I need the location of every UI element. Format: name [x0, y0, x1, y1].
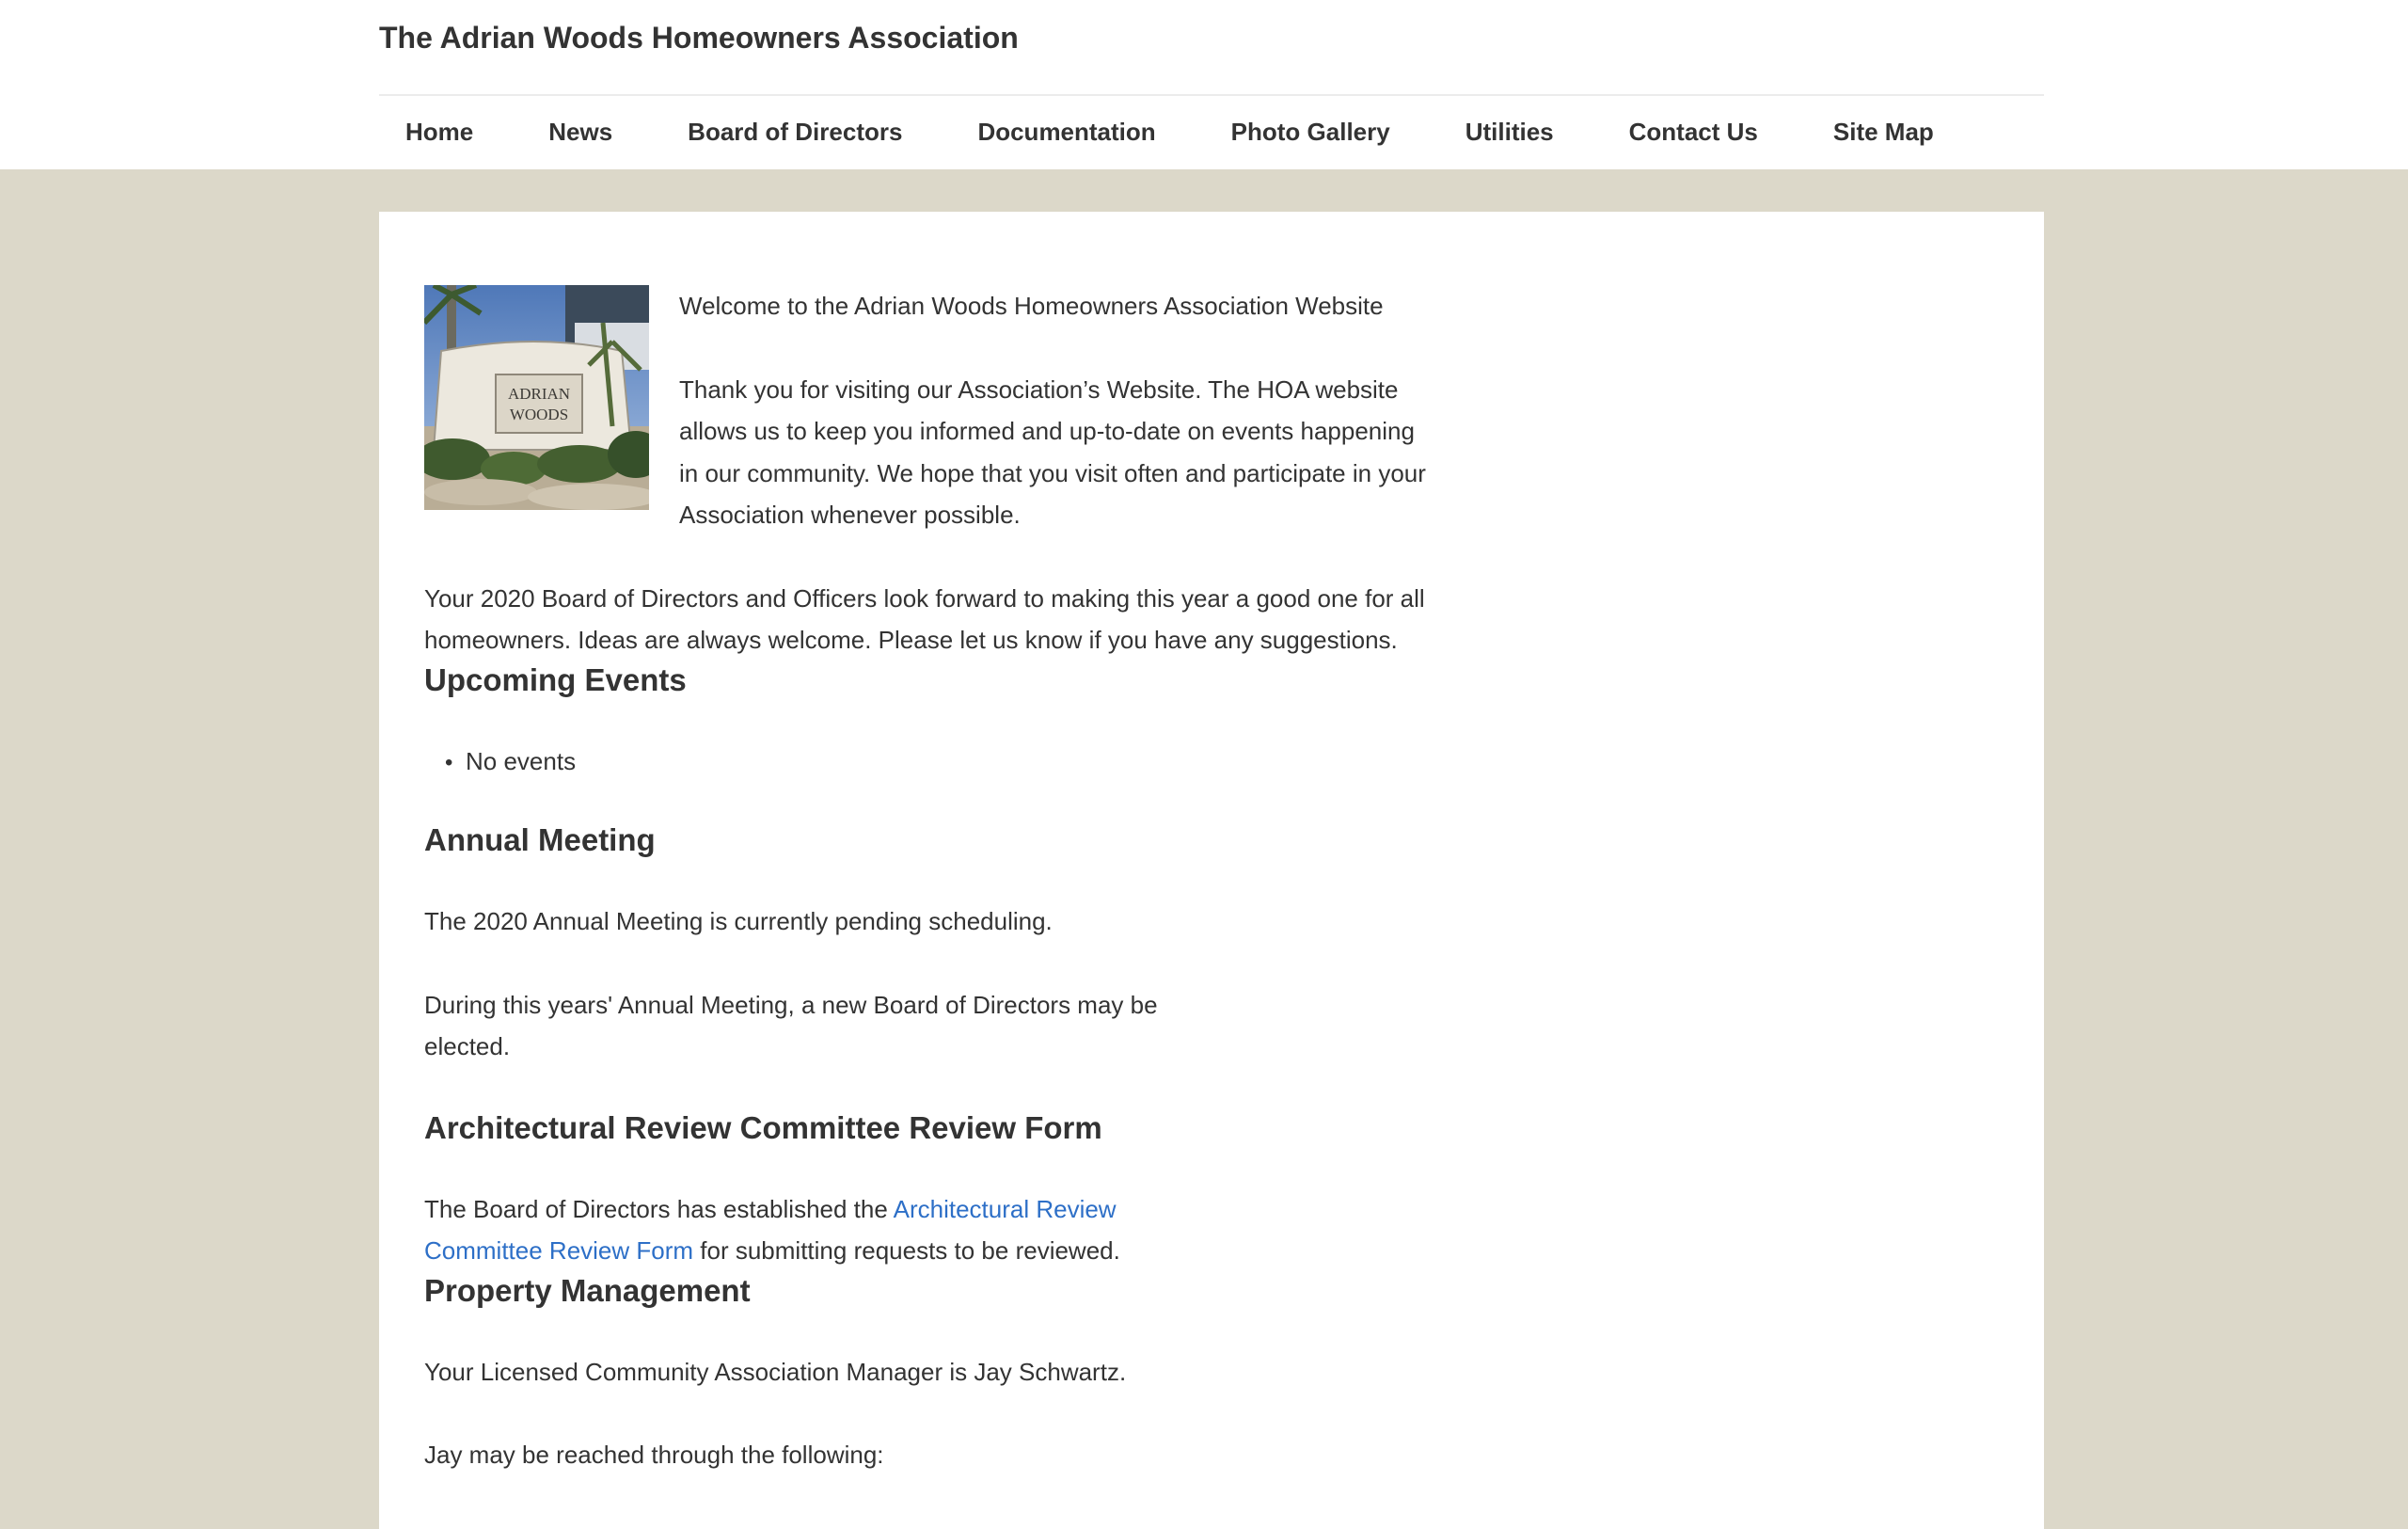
site-header — [0, 0, 2408, 169]
annual-meeting-status: The 2020 Annual Meeting is currently pending scheduling. — [424, 907, 1053, 935]
annual-meeting-heading: Annual Meeting — [424, 822, 656, 857]
upcoming-events-heading: Upcoming Events — [424, 661, 687, 697]
nav-item-news[interactable]: News — [548, 118, 613, 146]
arc-form-text — [424, 1188, 1167, 1272]
nav-item-contact-us[interactable]: Contact Us — [1628, 118, 1758, 146]
events-list — [424, 741, 1440, 785]
nav-item-home[interactable]: Home — [405, 118, 474, 146]
arc-form-text-before: The Board of Directors has established the — [424, 1194, 894, 1223]
entrance-sign-image — [424, 285, 649, 510]
event-text: No events — [466, 746, 577, 775]
annual-meeting-note: During this years' Annual Meeting, a new Board of Directors may be elected. — [424, 990, 1158, 1060]
nav-item-photo-gallery[interactable]: Photo Gallery — [1230, 118, 1390, 146]
arc-form-link[interactable]: Architectural Review Committee Review Form — [424, 1194, 1117, 1265]
board-note-text: Your 2020 Board of Directors and Officers look forward to making this year a good one for all homeowners. Ideas are always welcome. Please let us know if you have any suggestions. — [424, 583, 1425, 654]
nav-item-utilities[interactable]: Utilities — [1465, 118, 1554, 146]
content-panel — [379, 212, 2044, 1529]
intro-section — [424, 285, 1440, 578]
sign-text-line1: ADRIAN — [507, 385, 571, 403]
arc-form-heading: Architectural Review Committee Review Form — [424, 1109, 1102, 1145]
thanks-text: Thank you for visiting our Association’s Website. The HOA website allows us to keep you informed and up-to-date on events happening in our community. We hope that you visit often and participate in your Association whenever possible. — [679, 374, 1426, 529]
welcome-text: Welcome to the Adrian Woods Homeowners Association Website — [679, 292, 1384, 320]
sign-text-line2: WOODS — [509, 406, 569, 423]
main-column — [424, 285, 1440, 1518]
site-title[interactable]: The Adrian Woods Homeowners Association — [379, 21, 1019, 55]
main-nav — [379, 96, 2044, 167]
property-management-heading: Property Management — [424, 1272, 751, 1308]
arc-form-text-after: for submitting requests to be reviewed. — [693, 1236, 1120, 1265]
manager-contact-intro: Jay may be reached through the following: — [424, 1441, 884, 1469]
manager-text: Your Licensed Community Association Manager is Jay Schwartz. — [424, 1357, 1127, 1386]
nav-item-board-of-directors[interactable]: Board of Directors — [688, 118, 903, 146]
list-item — [445, 741, 1440, 785]
nav-item-site-map[interactable]: Site Map — [1832, 118, 1934, 146]
nav-item-documentation[interactable]: Documentation — [977, 118, 1156, 146]
